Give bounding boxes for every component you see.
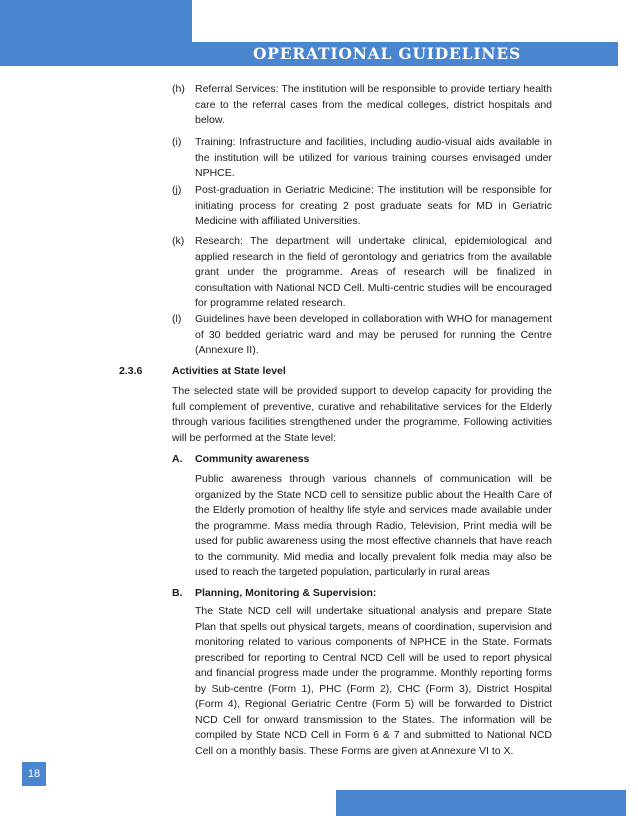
- subsection-heading: Planning, Monitoring & Supervision:: [195, 587, 377, 599]
- section-heading: Activities at State level: [172, 365, 286, 377]
- list-marker: (l): [172, 313, 182, 325]
- page-title: OPERATIONAL GUIDELINES: [253, 44, 521, 63]
- subsection-text: Public awareness through various channels of communication will be organized by the State NCD cell to sensitize public about the Health Care of the Elderly promotion of healthy life style and services made available under the programme. Mass media through Radio, Television, Print media will be used for public awareness using the most effective channels that have reach to the community. Mid media and locally prevalent folk media may also be used to reach the targeted population, particularly in rural areas: [195, 473, 552, 578]
- list-marker: (h): [172, 83, 185, 95]
- list-text: Post-graduation in Geriatric Medicine: The institution will be responsible for initiating process for creating 2 post graduate seats for MD in Geriatric Medicine with affiliated Universities.: [195, 184, 552, 227]
- list-marker: (i): [172, 136, 182, 148]
- list-item: [172, 234, 552, 312]
- list-text: Training: Infrastructure and facilities, including audio-visual aids available in the institution will be utilized for various training courses envisaged under NPHCE.: [195, 136, 552, 179]
- list-item: [172, 183, 552, 230]
- list-item: [172, 135, 552, 182]
- section-intro: The selected state will be provided support to develop capacity for providing the full complement of preventive, curative and rehabilitative services for the Elderly through various facilities strengthened under the programme. Following activities will be performed at the State level:: [172, 385, 552, 444]
- list-text: Research: The department will undertake clinical, epidemiological and applied research in the field of gerontology and geriatrics from the available grant under the programme. Areas of research will be finalized in consultation with National NCD Cell. Multi-centric studies will be encouraged for programme related research.: [195, 235, 552, 309]
- page-number: 18: [22, 762, 46, 786]
- subsection-marker: A.: [172, 453, 183, 465]
- subsection-text: The State NCD cell will undertake situational analysis and prepare State Plan that spells out physical targets, means of coordination, supervision and monitoring related to various components of NPHCE in the State. Formats prescribed for reporting to Central NCD Cell will be used to report physical and financial progress made under the programme. Monthly reporting forms by Sub-centre (Form 1), PHC (Form 2), CHC (Form 3), District Hospital (Form 4), Regional Geriatric Centre (Form 5) will be forwarded to District NCD Cell for onward transmission to the States. The information will be compiled by State NCD Cell in Form 6 & 7 and submitted to National NCD Cell on a monthly basis. These Forms are given at Annexure VI to X.: [195, 605, 552, 757]
- list-text: Referral Services: The institution will be responsible to provide tertiary health care to the referral cases from the medical colleges, district hospitals and below.: [195, 83, 552, 126]
- list-item: [172, 312, 552, 359]
- subsection-heading: Community awareness: [195, 453, 310, 465]
- list-item: [172, 82, 552, 129]
- section-number: 2.3.6: [119, 365, 143, 377]
- list-marker: (k): [172, 235, 185, 247]
- footer-decor-block: [336, 790, 626, 816]
- header-decor-block: [0, 0, 192, 42]
- list-text: Guidelines have been developed in collaboration with WHO for management of 30 bedded geriatric ward and may be perused for running the Centre (Annexure II).: [195, 313, 552, 356]
- list-marker: (j): [172, 184, 182, 196]
- subsection-marker: B.: [172, 587, 183, 599]
